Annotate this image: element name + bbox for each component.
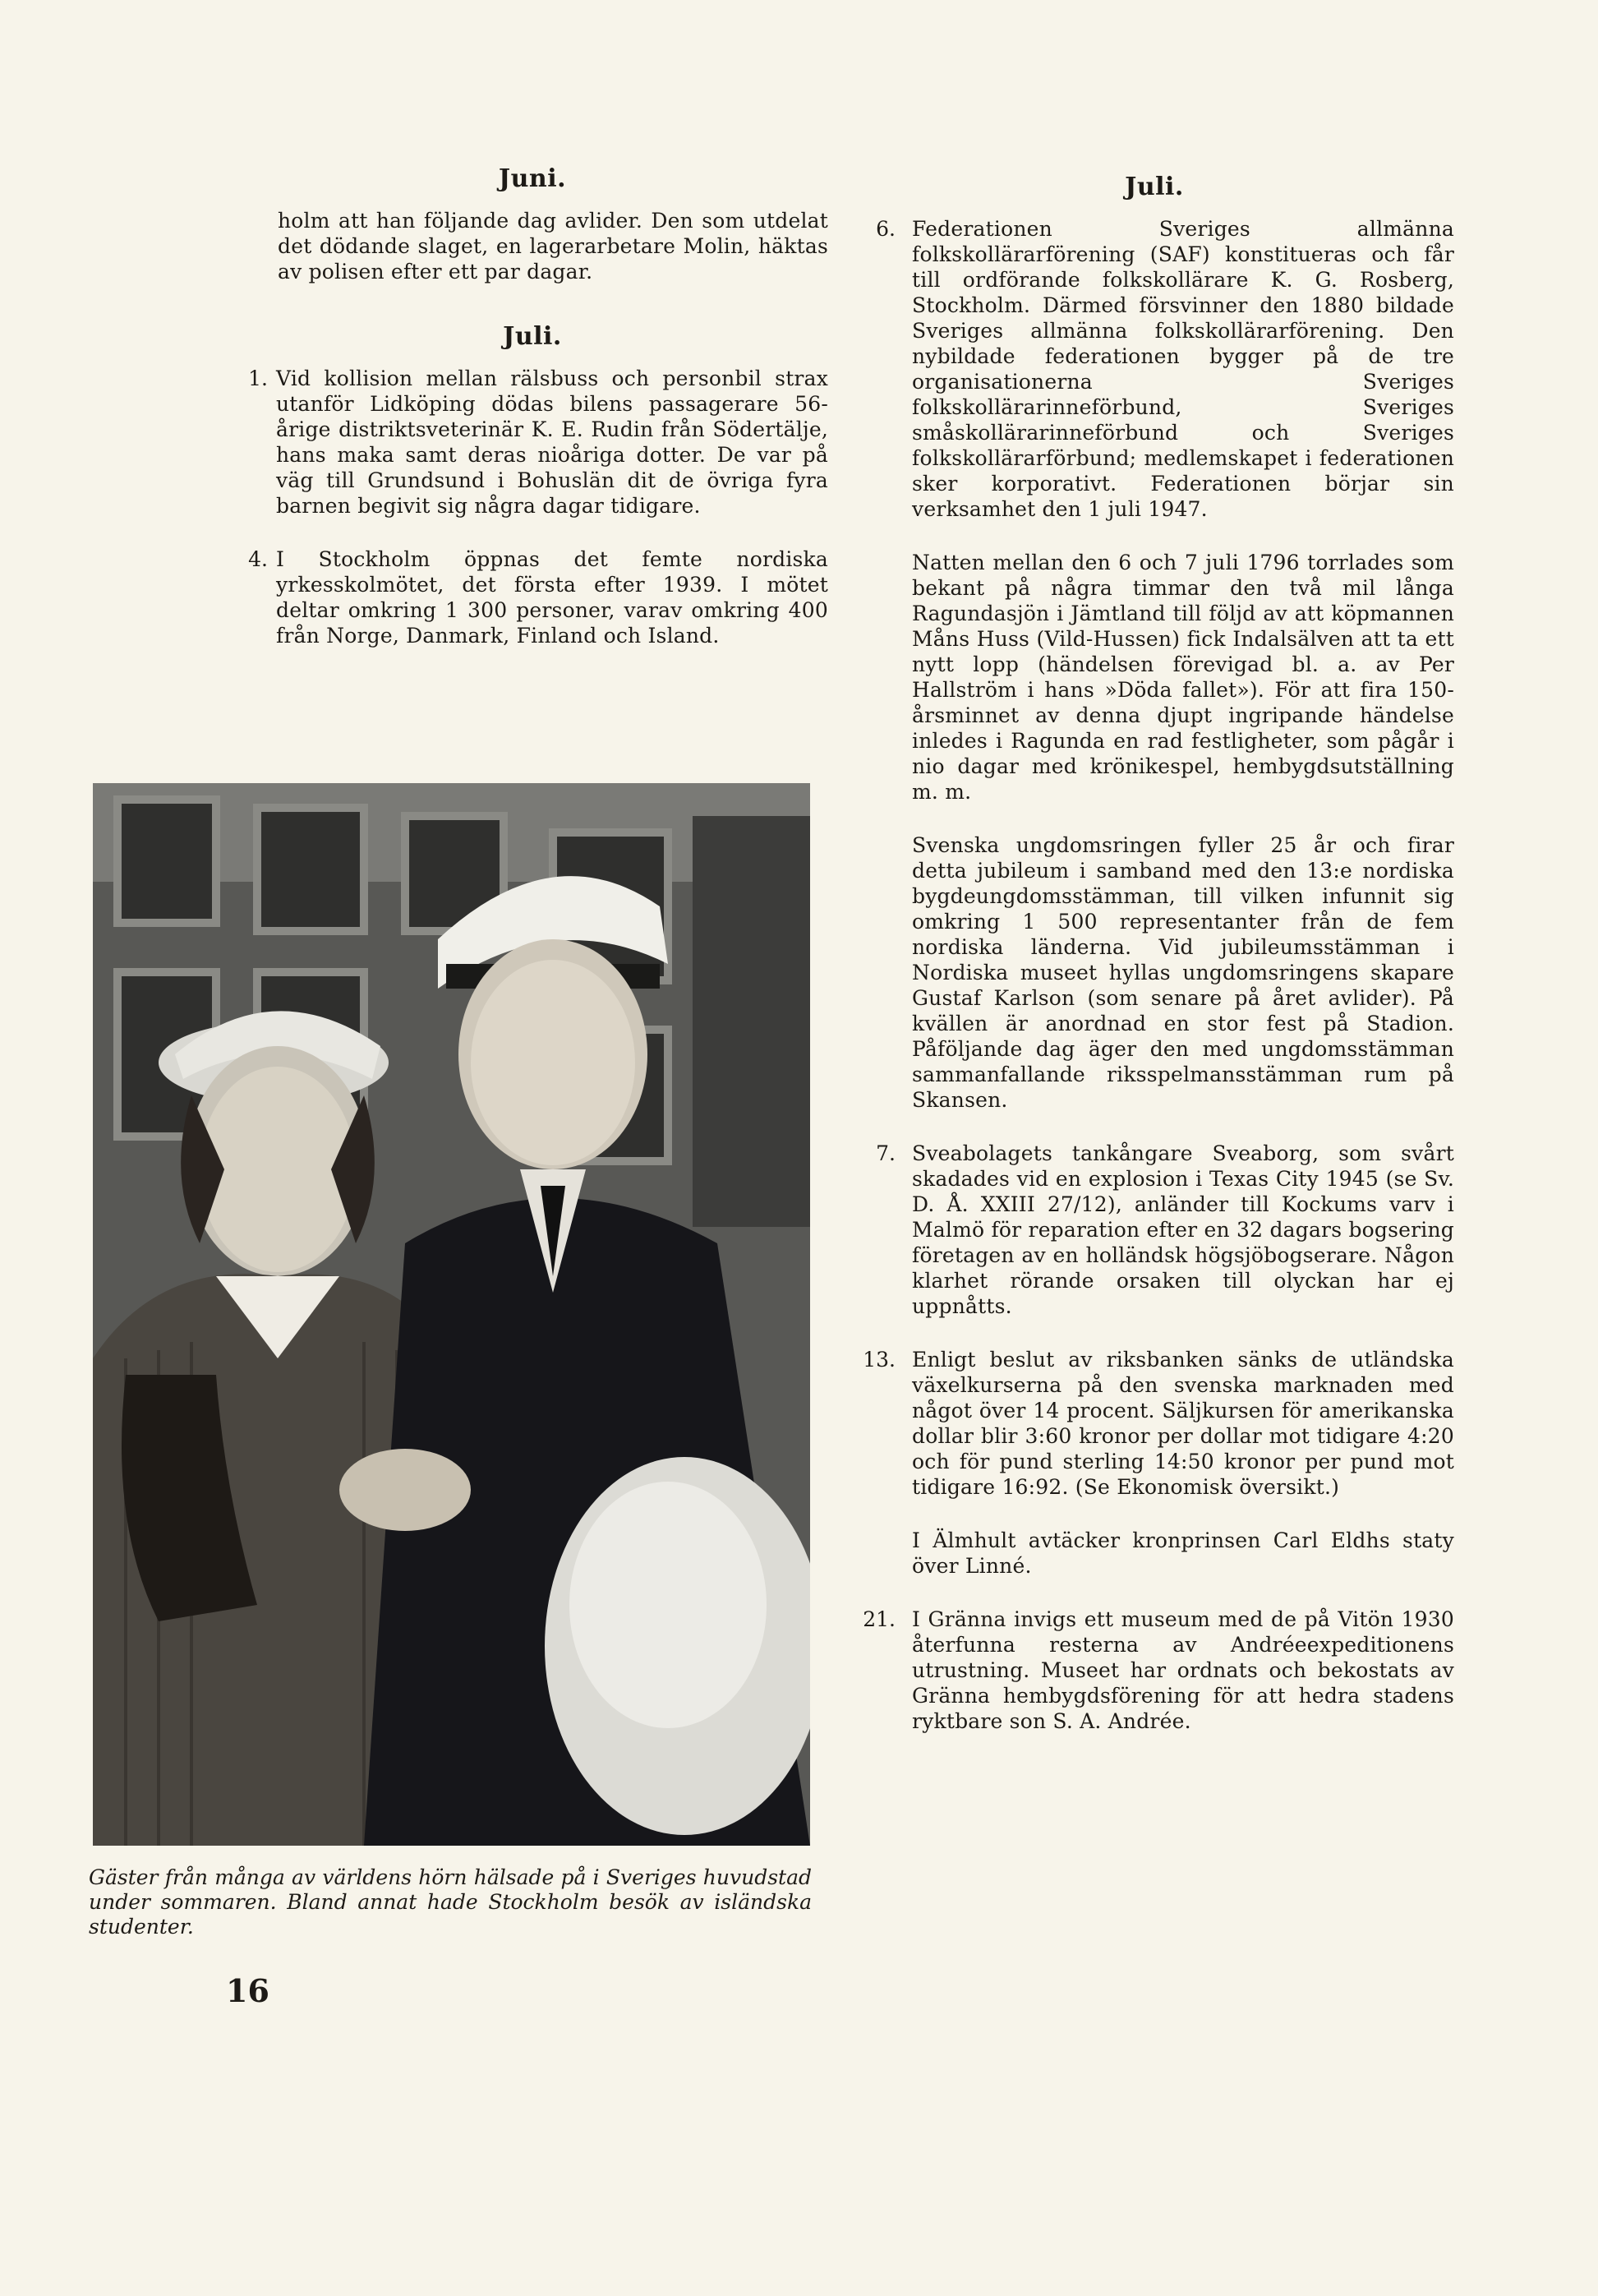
entry-day-21 [854, 1607, 1454, 1734]
entry-text: Vid kollision mellan rälsbuss och personbil strax utanför Lidköping dödas bilens passagerare 56-årige distriktsveterinär K. E. Rudin från Södertälje, hans maka samt deras nioåriga dotter. De var på väg till Grundsund i Bohuslän dit de övriga fyra barnen begivit sig några dagar tidigare. [276, 367, 828, 518]
heading-juli-right: Juli. [1125, 173, 1184, 201]
page-number: 16 [226, 1972, 269, 2009]
photo-image [93, 783, 810, 1846]
heading-juli-left: Juli. [503, 322, 562, 351]
entry-day-number: 1. [248, 367, 268, 390]
photo-icelandic-students [93, 783, 810, 1846]
entry-text: Enligt beslut av riksbanken sänks de utländska växelkurserna på den svenska marknaden med något över 14 procent. Säljkursen för amerikanska dollar blir 3:60 kronor per dollar mot tidigare 4:20 och för pund sterling 14:50 kronor per pund mot tidigare 16:92. (Se Ekonomisk översikt.) [912, 1348, 1454, 1499]
entry-day-number: 13. [863, 1348, 896, 1372]
entry-almhult [854, 1528, 1454, 1579]
juni-continuation-text: holm att han följande dag avlider. Den som utdelat det dödande slaget, en lagerarbetare Molin, häktas av polisen efter ett par dagar. [278, 209, 828, 284]
entry-text: I Gränna invigs ett museum med de på Vitön 1930 återfunna resterna av Andréeexpeditionens utrustning. Museet har ordnats och bekostats av Gränna hembygdsförening för att hedra stadens ryktbare son S. A. Andrée. [912, 1607, 1454, 1733]
entry-day-number: 4. [248, 547, 268, 571]
entry-day-4 [237, 546, 828, 648]
entry-day-1 [237, 366, 828, 519]
entry-text: I Stockholm öppnas det femte nordiska yrkesskolmötet, det första efter 1939. I mötet deltar omkring 1 300 personer, varav omkring 400 från Norge, Danmark, Finland och Island. [276, 547, 828, 648]
entry-day-7 [854, 1141, 1454, 1319]
right-column [854, 173, 1454, 1762]
entry-text: Natten mellan den 6 och 7 juli 1796 torrlades som bekant på några timmar den två mil långa Ragundasjön i Jämtland till följd av att köpmannen Måns Huss (Vild-Hussen) fick Indalsälven att ta ett nytt lopp (händelsen förevigad bl. a. av Per Hallström i hans »Döda fallet»). För att fira 150-årsminnet av denna djupt ingripande händelse inledes i Ragunda en rad festligheter, som pågår i nio dagar med krönikespel, hembygdsutställning m. m. [912, 551, 1454, 804]
entry-day-13 [854, 1347, 1454, 1500]
entry-text: Svenska ungdomsringen fyller 25 år och firar detta jubileum i samband med den 13:e nordiska bygdeungdomsstämman, till vilken infunnit sig omkring 1 500 representanter från de fem nordiska länderna. Vid jubileumsstämman i Nordiska museet hyllas ungdomsringens skapare Gustaf Karlson (som senare på året avlider). På kvällen är anordnad en stor fest på Stadion. Påföljande dag äger den med ungdomsstämman sammanfallande riksspelmansstämman rum på Skansen. [912, 833, 1454, 1112]
entry-ragunda [854, 550, 1454, 805]
entry-text: I Älmhult avtäcker kronprinsen Carl Eldhs staty över Linné. [912, 1528, 1454, 1578]
entry-day-number: 21. [863, 1607, 896, 1631]
photo-caption: Gäster från många av världens hörn hälsade på i Sveriges huvudstad under sommaren. Bland annat hade Stockholm besök av isländska studenter. [89, 1865, 812, 1939]
entry-ungdomsringen [854, 832, 1454, 1113]
entry-day-number: 6. [876, 217, 896, 241]
heading-juni: Juni. [498, 164, 567, 193]
entry-day-6 [854, 216, 1454, 522]
left-column [237, 164, 828, 676]
entry-text: Federationen Sveriges allmänna folkskollärarförening (SAF) konstitueras och får till ordförande folkskollärare K. G. Rosberg, Stockholm. Därmed försvinner den 1880 bildade Sveriges allmänna folkskollärarförening. Den nybildade federationen bygger på de tre organisationerna Sveriges folkskollärarinneförbund, Sveriges småskollärarinneförbund och Sveriges folkskollärarförbund; medlemskapet i federationen sker korporativt. Federationen börjar sin verksamhet den 1 juli 1947. [912, 217, 1454, 521]
entry-day-number: 7. [876, 1141, 896, 1165]
entry-text: Sveabolagets tankångare Sveaborg, som svårt skadades vid en explosion i Texas City 1945 (se Sv. D. Å. XXIII 27/12), anländer till Kockums varv i Malmö för reparation efter en 32 dagars bogsering företagen av en holländsk högsjöbogserare. Någon klarhet rörande orsaken till olyckan har ej uppnåtts. [912, 1141, 1454, 1318]
